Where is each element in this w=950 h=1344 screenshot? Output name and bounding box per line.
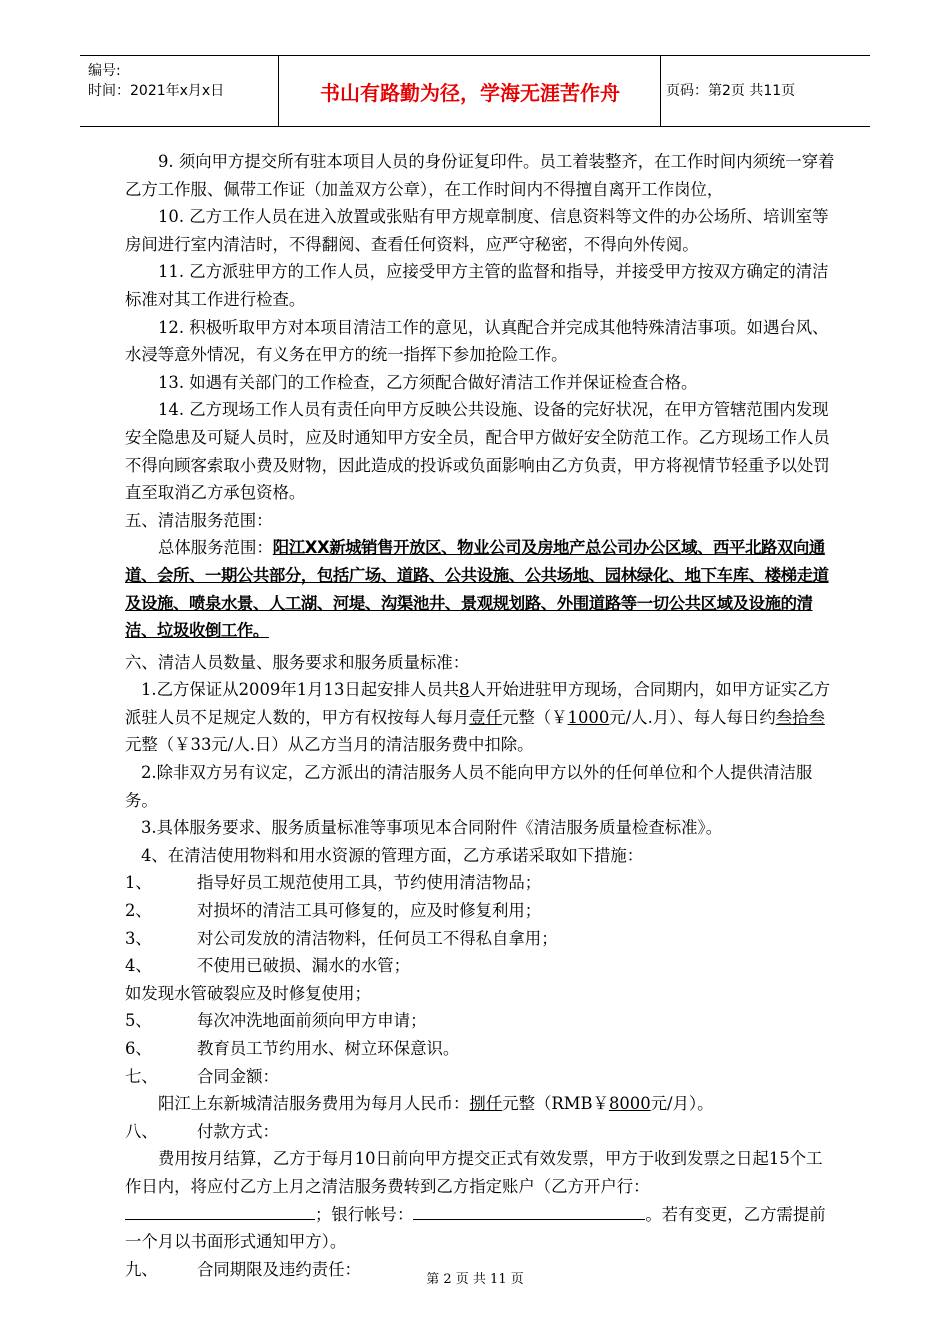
monthly-deduction-num: 1000 bbox=[567, 707, 610, 727]
scope-label: 总体服务范围： bbox=[158, 538, 273, 558]
section-6-item-1 bbox=[125, 676, 837, 759]
staff-count: 8 bbox=[459, 680, 470, 700]
measure-number: 2、 bbox=[125, 901, 152, 921]
section-number: 七、 bbox=[125, 1066, 158, 1086]
header-motto: 书山有路勤为径，学海无涯苦作舟 bbox=[320, 80, 620, 105]
clause-11: 11. 乙方派驻甲方的工作人员，应接受甲方主管的监督和指导，并接受甲方按双方确定的清洁标准对其工作进行检查。 bbox=[125, 262, 829, 309]
clause-12: 12. 积极听取甲方对本项目清洁工作的意见，认真配合并完成其他特殊清洁事项。如遇台风、水浸等意外情况，有义务在甲方的统一指挥下参加抢险工作。 bbox=[125, 317, 829, 365]
scope-text: 阳江XX新城销售开放区、物业公司及房地产总公司办公区域、西平北路双向通道、会所、一期公共部分，包括广场、道路、公共设施、公共场地、园林绿化、地下车库、楼梯走道及设施、喷泉水景、人工湖、河堤、沟渠池井、景观规划路、外围道路等一切公共区域及设施的清洁、垃圾收倒工作。 bbox=[125, 538, 829, 641]
page-footer: 第 2 页 共 11 页 bbox=[426, 1272, 524, 1287]
measure-text: 不使用已破损、漏水的水管； bbox=[197, 956, 411, 976]
measure-item bbox=[125, 925, 837, 953]
clause-10: 10. 乙方工作人员在进入放置或张贴有甲方规章制度、信息资料等文件的办公场所、培训室等房间进行室内清洁时，不得翻阅、查看任何资料，应严守秘密，不得向外传阅。 bbox=[125, 207, 829, 254]
monthly-deduction-cn: 壹仟 bbox=[469, 707, 502, 727]
text: ；银行帐号： bbox=[315, 1204, 414, 1224]
measure-number: 4、 bbox=[125, 956, 152, 976]
section-6-item-4: 4、在清洁使用物料和用水资源的管理方面，乙方承诺采取如下措施： bbox=[141, 845, 644, 865]
number-label: 编号: bbox=[88, 63, 121, 79]
text: 1.乙方保证从2009年1月13日起安排人员共 bbox=[141, 680, 460, 700]
section-6-item-3: 3.具体服务要求、服务质量标准等事项见本合同附件《清洁服务质量检查标准》。 bbox=[141, 818, 723, 838]
header-page-code: 页码：第2页 共11页 bbox=[666, 83, 796, 99]
amount-cn: 捌仟 bbox=[469, 1094, 503, 1114]
measure-number: 6、 bbox=[125, 1039, 152, 1058]
page-header bbox=[80, 55, 870, 127]
measure-item bbox=[125, 1035, 837, 1063]
clause-9: 9. 须向甲方提交所有驻本项目人员的身份证复印件。员工着装整齐，在工作时间内须统一穿着乙方工作服、佩带工作证（加盖双方公章），在工作时间内不得擅自离开工作岗位， bbox=[125, 152, 835, 199]
measure-text: 指导好员工规范使用工具，节约使用清洁物品； bbox=[197, 873, 542, 893]
section-5-scope bbox=[125, 534, 837, 644]
measure-item bbox=[125, 952, 837, 980]
measure-number: 1、 bbox=[125, 873, 152, 893]
header-divider bbox=[660, 56, 661, 126]
daily-deduction-cn: 叁拾叁 bbox=[775, 707, 825, 727]
account-number-blank[interactable] bbox=[413, 1201, 645, 1220]
text: 元/月）。 bbox=[650, 1094, 714, 1114]
section-number: 九、 bbox=[125, 1259, 158, 1279]
section-6-title: 六、清洁人员数量、服务要求和服务质量标准： bbox=[125, 652, 470, 672]
text: 。若有变更，乙方需提前一个月以书面形式通知甲方）。 bbox=[125, 1204, 826, 1252]
text: 阳江上东新城清洁服务费用为每月人民币： bbox=[158, 1094, 470, 1114]
measure-text: 对公司发放的清洁物料，任何员工不得私自拿用； bbox=[197, 928, 558, 948]
measure-note: 如发现水管破裂应及时修复使用； bbox=[125, 983, 371, 1003]
section-7-text bbox=[125, 1090, 837, 1118]
section-7-title bbox=[125, 1063, 837, 1091]
text: 费用按月结算，乙方于每月10日前向甲方提交正式有效发票，甲方于收到发票之日起15个工作日内，将应付乙方上月之清洁服务费转到乙方指定账户（乙方开户行： bbox=[125, 1149, 823, 1196]
measure-item bbox=[125, 1007, 837, 1035]
section-5-title: 五、清洁服务范围： bbox=[125, 510, 273, 530]
text: 人开始进驻甲方现场，合同期内，如甲方证实乙方派驻人员不足规定人数的，甲方有权按每人每月 bbox=[125, 680, 831, 727]
clause-14: 14. 乙方现场工作人员有责任向甲方反映公共设施、设备的完好状况，在甲方管辖范围内发现安全隐患及可疑人员时，应及时通知甲方安全员，配合甲方做好安全防范工作。乙方现场工作人员不得向顾客索取小费及财物，因此造成的投诉或负面影响由乙方负责，甲方将视情节轻重予以处罚直至取消乙方承包资格。 bbox=[125, 400, 830, 503]
section-number: 八、 bbox=[125, 1121, 158, 1141]
bank-name-blank[interactable] bbox=[125, 1201, 315, 1220]
clause-13: 13. 如遇有关部门的工作检查，乙方须配合做好清洁工作并保证检查合格。 bbox=[158, 372, 698, 392]
measure-text: 教育员工节约用水、树立环保意识。 bbox=[197, 1039, 460, 1058]
measure-number: 3、 bbox=[125, 928, 152, 948]
section-6-item-2: 2.除非双方另有议定，乙方派出的清洁服务人员不能向甲方以外的任何单位和个人提供清洁服务。 bbox=[125, 763, 813, 810]
section-8-text bbox=[125, 1145, 837, 1255]
text: 元整（￥ bbox=[501, 707, 568, 727]
measure-item bbox=[125, 869, 837, 897]
header-left bbox=[88, 61, 278, 101]
measure-number: 5、 bbox=[125, 1011, 152, 1031]
time-label: 时间：2021年x月x日 bbox=[88, 83, 225, 99]
section-8-title bbox=[125, 1118, 837, 1146]
text: 元/人.月）、每人每日约 bbox=[609, 707, 776, 727]
measure-text: 对损坏的清洁工具可修复的，应及时修复利用； bbox=[197, 901, 542, 921]
amount-num: 8000 bbox=[608, 1094, 651, 1114]
section-title: 合同金额： bbox=[197, 1066, 279, 1086]
measure-item bbox=[125, 897, 837, 925]
section-title: 付款方式： bbox=[197, 1121, 279, 1141]
text: 元整（RMB￥ bbox=[502, 1094, 609, 1114]
section-title: 合同期限及违约责任： bbox=[197, 1259, 361, 1279]
measure-text: 每次冲洗地面前须向甲方申请； bbox=[197, 1011, 427, 1031]
text: 元整（￥33元/人.日）从乙方当月的清洁服务费中扣除。 bbox=[125, 735, 534, 755]
document-body bbox=[125, 148, 837, 1283]
header-divider bbox=[278, 56, 279, 126]
